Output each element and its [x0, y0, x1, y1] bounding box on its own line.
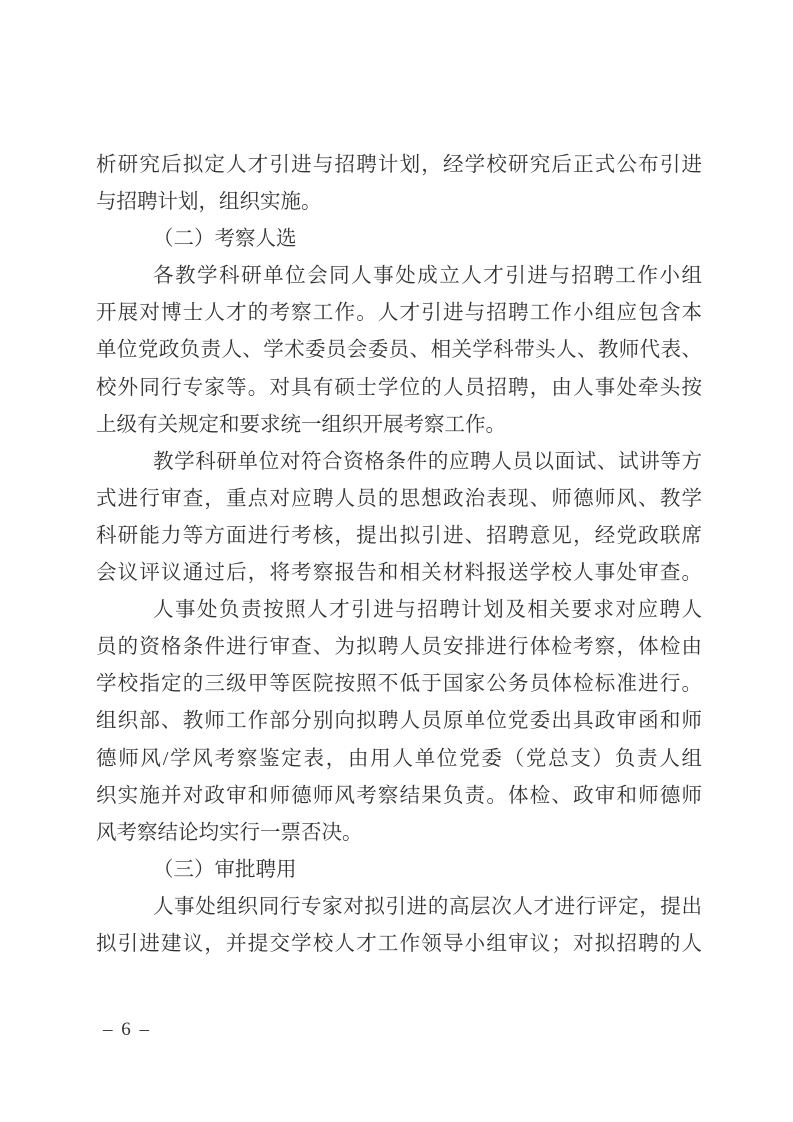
text-line: 德师风/学风考察鉴定表，由用人单位党委（党总支）负责人组: [96, 747, 702, 770]
text-line: 人事处负责按照人才引进与招聘计划及相关要求对应聘人: [153, 599, 702, 622]
text-line: 组织部、教师工作部分别向拟聘人员原单位党委出具政审函和师: [96, 710, 702, 733]
text-line: 人事处组织同行专家对拟引进的高层次人才进行评定，提出: [153, 895, 702, 918]
text-line: 会议评议通过后，将考察报告和相关材料报送学校人事处审查。: [96, 562, 702, 585]
text-line: 员的资格条件进行审查、为拟聘人员安排进行体检考察，体检由: [96, 636, 702, 659]
text-line: 单位党政负责人、学术委员会委员、相关学科带头人、教师代表、: [96, 339, 702, 362]
text-line: 各教学科研单位会同人事处成立人才引进与招聘工作小组: [153, 265, 702, 288]
text-line: 校外同行专家等。对具有硕士学位的人员招聘，由人事处牵头按: [96, 376, 702, 399]
text-line: 织实施并对政审和师德师风考察结果负责。体检、政审和师德师: [96, 784, 702, 807]
text-line: （三）审批聘用: [153, 858, 297, 881]
text-line: 上级有关规定和要求统一组织开展考察工作。: [96, 413, 506, 436]
text-line: 与招聘计划，组织实施。: [96, 191, 322, 214]
text-line: 科研能力等方面进行考核，提出拟引进、招聘意见，经党政联席: [96, 524, 702, 547]
text-line: （二）考察人选: [153, 228, 297, 251]
text-line: 拟引进建议，并提交学校人才工作领导小组审议；对拟招聘的人: [96, 932, 702, 955]
text-line: 析研究后拟定人才引进与招聘计划，经学校研究后正式公布引进: [96, 154, 702, 176]
text-line: 学校指定的三级甲等医院按照不低于国家公务员体检标准进行。: [96, 673, 702, 696]
text-line: 式进行审查，重点对应聘人员的思想政治表现、师德师风、教学: [96, 487, 702, 510]
text-line: 风考察结论均实行一票否决。: [96, 821, 363, 844]
document-body: [96, 147, 702, 963]
text-line: 开展对博士人才的考察工作。人才引进与招聘工作小组应包含本: [96, 302, 702, 325]
page-number: – 6 –: [103, 1019, 151, 1040]
text-line: 教学科研单位对符合资格条件的应聘人员以面试、试讲等方: [153, 450, 702, 473]
